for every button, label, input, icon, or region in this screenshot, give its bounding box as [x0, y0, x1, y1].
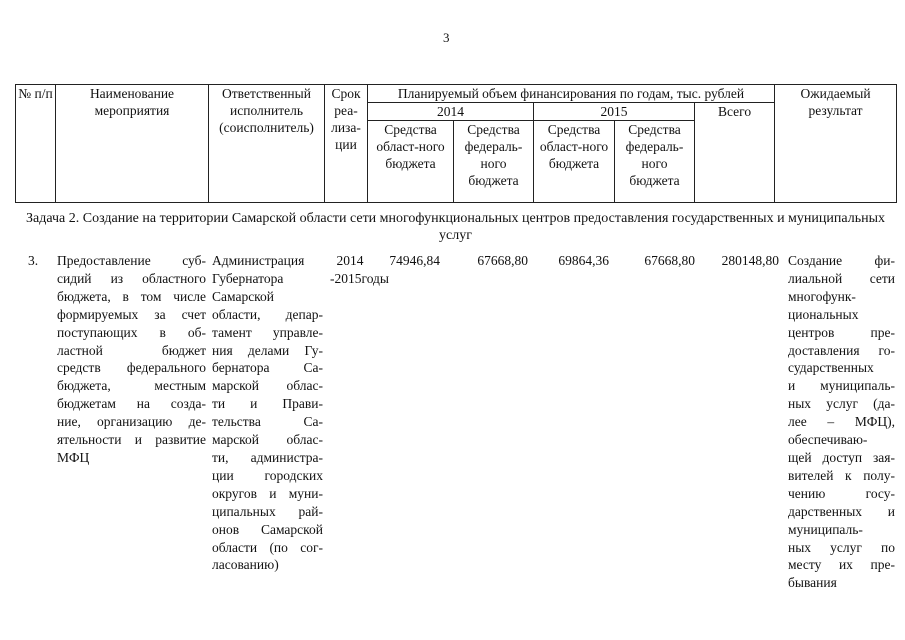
- text-line: сидий из областного: [57, 270, 206, 286]
- text-line: 2015: [334, 270, 362, 286]
- text-line: формируемых за счет: [57, 306, 206, 322]
- text-line: ние, организацию де-: [57, 414, 206, 430]
- header-name: Наименование мероприятия: [56, 85, 209, 203]
- text-line: бернатора Са-: [212, 360, 323, 376]
- header-regional-2015: Средства област-ного бюджета: [534, 121, 615, 203]
- text-line: тельства Са-: [212, 414, 323, 430]
- row-number: 3.: [28, 253, 39, 268]
- text-line: ния делами Гу-: [212, 342, 323, 358]
- text-line: ти, администра-: [212, 449, 323, 465]
- text-line: щей доступ зая-: [788, 449, 895, 465]
- header-result: Ожидаемый результат: [775, 85, 897, 203]
- text-line: ласованию): [212, 557, 279, 573]
- text-line: месту их пре-: [788, 557, 895, 573]
- text-line: МФЦ: [57, 449, 90, 465]
- text-line: бывания: [788, 575, 837, 591]
- text-line: марской облас-: [212, 432, 323, 448]
- text-line: округов и муни-: [212, 485, 323, 501]
- text-line: области, депар-: [212, 306, 323, 322]
- text-line: сударственных: [788, 360, 874, 376]
- text-line: ных услуг (да-: [788, 396, 895, 412]
- header-total: Всего: [695, 103, 775, 203]
- text-line: вителей к полу-: [788, 467, 895, 483]
- page-number: 3: [443, 30, 450, 45]
- text-line: Самарской: [212, 288, 275, 304]
- row-2015-federal: 67668,80: [644, 253, 695, 268]
- text-line: ти и Прави-: [212, 396, 323, 412]
- row-responsible: [212, 252, 323, 574]
- text-line: Предоставление суб-: [57, 253, 206, 268]
- row-2014-regional: 74946,84: [389, 253, 440, 268]
- header-federal-2015: Средства федераль-ного бюджета: [615, 121, 695, 203]
- text-line: чению госу-: [788, 485, 895, 501]
- header-federal-2014: Средства федераль-ного бюджета: [454, 121, 534, 203]
- text-line: 2014 -: [330, 253, 364, 286]
- text-line: годы: [361, 270, 390, 286]
- text-line: обеспечиваю-: [788, 432, 868, 448]
- header-year-2014: 2014: [368, 103, 534, 121]
- text-line: бюджетам на созда-: [57, 396, 206, 412]
- text-line: области (по сог-: [212, 539, 323, 555]
- text-line: Администрация: [212, 253, 305, 268]
- text-line: Губернатора: [212, 270, 284, 286]
- text-line: ластной бюджет: [57, 342, 206, 358]
- header-no: № п/п: [16, 85, 56, 203]
- task-title: Задача 2. Создание на территории Самарской области сети многофункциональных центров предоставления государственных и муниципальных услуг: [25, 211, 885, 243]
- text-line: средств федерального: [57, 360, 206, 376]
- text-line: ципальных рай-: [212, 503, 323, 519]
- row-total: 280148,80: [721, 253, 779, 268]
- text-line: тамент управле-: [212, 324, 323, 340]
- row-result: [788, 252, 895, 592]
- header-regional-2014: Средства област-ного бюджета: [368, 121, 454, 203]
- text-line: муниципаль-: [788, 521, 863, 537]
- funding-table-header: [15, 84, 897, 203]
- text-line: и муниципаль-: [788, 378, 895, 394]
- row-2015-regional: 69864,36: [558, 253, 609, 268]
- text-line: марской облас-: [212, 378, 323, 394]
- text-line: ных услуг по: [788, 539, 895, 555]
- text-line: многофунк-: [788, 288, 856, 304]
- header-responsible: Ответственный исполнитель (соисполнитель): [209, 85, 325, 203]
- text-line: онов Самарской: [212, 521, 323, 537]
- header-term: Срок реа-лиза-ции: [325, 85, 368, 203]
- row-name: [57, 252, 206, 467]
- text-line: бюджета, местным: [57, 378, 206, 394]
- header-funding: Планируемый объем финансирования по годам, тыс. рублей: [368, 85, 775, 103]
- text-line: Создание фи-: [788, 253, 895, 268]
- text-line: доставления го-: [788, 342, 895, 358]
- header-year-2015: 2015: [534, 103, 695, 121]
- text-line: циональных: [788, 306, 859, 322]
- text-line: лее – МФЦ),: [788, 414, 895, 430]
- text-line: поступающих в об-: [57, 324, 206, 340]
- text-line: лиальной сети: [788, 270, 895, 286]
- text-line: дарственных и: [788, 503, 895, 519]
- text-line: бюджета, в том числе: [57, 288, 206, 304]
- row-2014-federal: 67668,80: [477, 253, 528, 268]
- text-line: центров пре-: [788, 324, 895, 340]
- text-line: ции городских: [212, 467, 323, 483]
- text-line: ятельности и развитие: [57, 432, 206, 448]
